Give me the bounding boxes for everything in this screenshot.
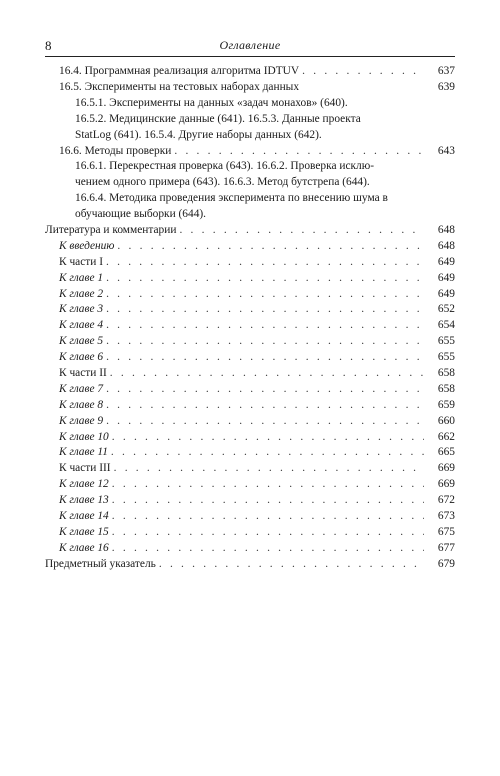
toc-entry (45, 334, 455, 350)
toc-entry-page: 659 (437, 398, 455, 411)
toc-entry-title: К введению (59, 239, 115, 252)
dot-leader (117, 239, 424, 255)
toc-entry-title: К главе 6 (59, 351, 104, 364)
toc-entry-title: К главе 5 (59, 335, 104, 348)
dot-leader (106, 382, 424, 398)
toc-entry (45, 64, 455, 80)
toc-entry (45, 287, 455, 303)
toc-entry (45, 255, 455, 271)
dot-leader (106, 350, 424, 366)
toc-entry-title: К главе 4 (59, 319, 104, 332)
toc-entry-title: К главе 16 (59, 541, 109, 554)
toc-entry (45, 366, 455, 382)
toc-entry (45, 398, 455, 414)
dot-leader (112, 493, 424, 509)
toc-entry (45, 80, 455, 96)
toc-entry-title: К части III (59, 462, 111, 475)
dot-leader (302, 64, 424, 80)
toc-entry (45, 493, 455, 509)
toc-entry-page: 658 (437, 382, 455, 395)
toc-entry-title: К главе 15 (59, 525, 109, 538)
toc-entry-page: 648 (437, 239, 455, 252)
toc-entry (45, 509, 455, 525)
toc-entry-title: 16.4. Программная реализация алгоритма IDTUV (59, 65, 300, 77)
dot-leader (159, 557, 424, 573)
toc-entry-page: 662 (437, 430, 455, 443)
toc-subsection-text: чением одного примера (643). 16.6.3. Метод бутстрепа (644). (75, 176, 370, 189)
dot-leader (106, 398, 424, 414)
toc-subsection-text: StatLog (641). 16.5.4. Другие наборы данных (642). (75, 128, 322, 141)
toc-entry-page: 652 (437, 303, 455, 316)
running-header (45, 38, 455, 56)
toc-entry-title: Предметный указатель (45, 557, 156, 570)
toc-entry-page: 679 (437, 557, 455, 570)
dot-leader (112, 477, 424, 493)
toc-entry-title: 16.5. Эксперименты на тестовых наборах данных (59, 80, 300, 93)
dot-leader (179, 223, 424, 239)
dot-leader (174, 144, 424, 160)
toc-entry (45, 525, 455, 541)
toc-entry (45, 350, 455, 366)
dot-leader (106, 255, 424, 271)
table-of-contents (45, 64, 455, 573)
dot-leader (106, 302, 424, 318)
toc-entry (45, 430, 455, 446)
toc-entry (45, 445, 455, 461)
toc-entry-page: 654 (437, 319, 455, 332)
toc-entry-page: 649 (437, 255, 455, 268)
dot-leader (112, 509, 424, 525)
running-title: Оглавление (219, 38, 281, 52)
toc-entry-page: 669 (437, 462, 455, 475)
toc-entry-title: К главе 3 (59, 303, 104, 316)
toc-entry-page: 673 (437, 510, 455, 523)
toc-entry (45, 318, 455, 334)
toc-entry-page: 639 (437, 80, 455, 93)
dot-leader (106, 318, 424, 334)
toc-entry-page: 665 (437, 446, 455, 459)
toc-entry (45, 271, 455, 287)
toc-entry-page: 643 (437, 144, 455, 157)
dot-leader (112, 525, 424, 541)
toc-entry-title: К главе 11 (59, 446, 108, 459)
dot-leader (106, 271, 424, 287)
toc-entry-title: К части II (59, 367, 107, 380)
toc-entry-title: 16.6. Методы проверки (59, 144, 172, 157)
toc-entry-title: К главе 10 (59, 430, 109, 443)
dot-leader (111, 445, 424, 461)
toc-entry-title: Литература и комментарии (45, 224, 177, 237)
toc-entry (45, 557, 455, 573)
dot-leader (112, 430, 424, 446)
toc-entry-title: К главе 14 (59, 510, 109, 523)
dot-leader (112, 541, 424, 557)
toc-entry-page: 672 (437, 494, 455, 507)
toc-entry-page: 637 (437, 65, 455, 77)
toc-entry-page: 660 (437, 414, 455, 427)
toc-entry (45, 541, 455, 557)
toc-entry-page: 649 (437, 271, 455, 284)
toc-entry (45, 302, 455, 318)
toc-entry-page: 649 (437, 287, 455, 300)
toc-entry-title: К главе 2 (59, 287, 104, 300)
toc-entry-page: 677 (437, 541, 455, 554)
toc-entry-page: 655 (437, 335, 455, 348)
toc-entry-title: К части I (59, 255, 103, 268)
dot-leader (106, 414, 424, 430)
dot-leader (106, 287, 424, 303)
toc-entry-page: 669 (437, 478, 455, 491)
header-rule (45, 56, 455, 57)
toc-subsection-text: 16.5.2. Медицинские данные (641). 16.5.3. Данные проекта (75, 112, 361, 125)
toc-entry (45, 414, 455, 430)
toc-subsection-text: обучающие выборки (644). (75, 208, 207, 221)
toc-entry-title: К главе 13 (59, 494, 109, 507)
toc-entry-page: 648 (437, 224, 455, 237)
toc-entry-title: К главе 9 (59, 414, 104, 427)
dot-leader (114, 461, 424, 477)
toc-entry (45, 239, 455, 255)
toc-entry (45, 461, 455, 477)
toc-entry (45, 382, 455, 398)
page-number: 8 (45, 38, 52, 53)
toc-entry-title: К главе 7 (59, 382, 104, 395)
toc-entry (45, 477, 455, 493)
toc-entry-title: К главе 12 (59, 478, 109, 491)
toc-entry (45, 144, 455, 160)
toc-entry-title: К главе 1 (59, 271, 104, 284)
toc-entry-page: 675 (437, 525, 455, 538)
toc-entry-page: 658 (437, 367, 455, 380)
dot-leader (110, 366, 424, 382)
dot-leader (106, 334, 424, 350)
toc-subsection-text: 16.5.1. Эксперименты на данных «задач монахов» (640). (75, 96, 348, 109)
toc-entry-page: 655 (437, 351, 455, 364)
toc-entry (45, 223, 455, 239)
toc-subsection-text: 16.6.1. Перекрестная проверка (643). 16.6.2. Проверка исклю- (75, 160, 375, 173)
toc-subsection-text: 16.6.4. Методика проведения эксперимента по внесению шума в (75, 192, 388, 205)
toc-entry-title: К главе 8 (59, 398, 104, 411)
